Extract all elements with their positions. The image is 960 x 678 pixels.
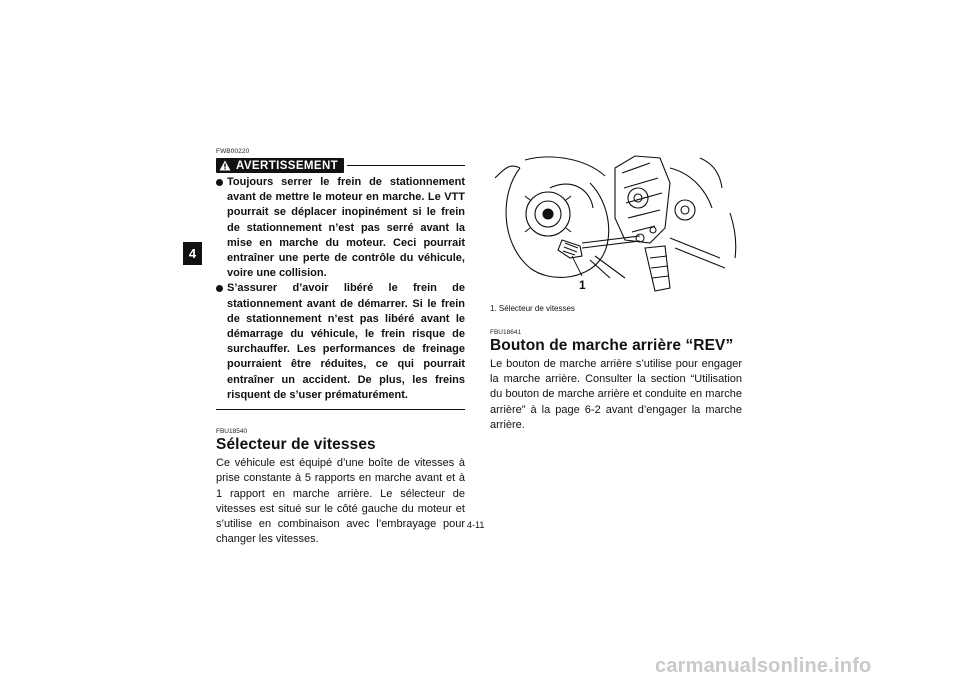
warning-label-box (216, 158, 344, 173)
section-title: Bouton de marche arrière “REV” (490, 337, 734, 354)
section-code: FBU18641 (490, 329, 522, 336)
warning-item-text: S’assurer d’avoir libéré le frein de stationnement avant de démarrer. Si le frein de stationnement n’est pas libéré avant le démarrage du véhicule, le frein risque de surchauffer. Les performances de freinage pourraient être réduites, ce qui pourrait entraîner un accident. De plus, les freins risquent de s’user prématurément. (227, 282, 465, 401)
shift-pedal-illustration (490, 148, 742, 298)
warning-banner (216, 158, 465, 173)
warning-rule-bottom (216, 409, 465, 410)
warning-item (216, 175, 465, 281)
warning-triangle-icon (219, 160, 231, 171)
left-column (216, 148, 465, 547)
section-code: FBU18540 (216, 428, 248, 436)
warning-rule-top (347, 165, 465, 166)
section-body: Le bouton de marche arrière s’utilise pour engager la marche arrière. Consulter la section “Utilisation du bouton de marche arrière et conduite en marche arrière” à la page 6-2 avant d’engager la marche arrière. (490, 358, 742, 431)
warning-item-text: Toujours serrer le frein de stationnement avant de mettre le moteur en marche. Le VTT pourrait se déplacer inopinément si le frein de stationnement n’est pas serré avant la mise en marche du moteur. Ceci pourrait entraîner une perte de contrôle du véhicule, voire une collision. (227, 176, 465, 280)
right-column (490, 148, 742, 433)
watermark: carmanualsonline.info (655, 655, 872, 677)
section-title: Sélecteur de vitesses (216, 436, 376, 454)
page-number: 4-11 (467, 520, 485, 530)
warning-label: AVERTISSEMENT (236, 159, 339, 172)
bullet-icon (216, 285, 223, 292)
callout-number: 1 (579, 278, 586, 292)
chapter-tab: 4 (183, 242, 202, 265)
figure-caption: 1. Sélecteur de vitesses (490, 304, 575, 313)
bullet-icon (216, 179, 223, 186)
section-body: Ce véhicule est équipé d’une boîte de vitesses à prise constante à 5 rapports en marche avant et à 1 rapport en marche arrière. Le sélecteur de vitesses est situé sur le côté gauche du moteur et s’utilise en combinaison avec l’embrayage pour changer les vitesses. (216, 457, 465, 546)
warning-item (216, 281, 465, 403)
warning-list (216, 175, 465, 403)
warning-code: FWB00220 (216, 148, 250, 155)
